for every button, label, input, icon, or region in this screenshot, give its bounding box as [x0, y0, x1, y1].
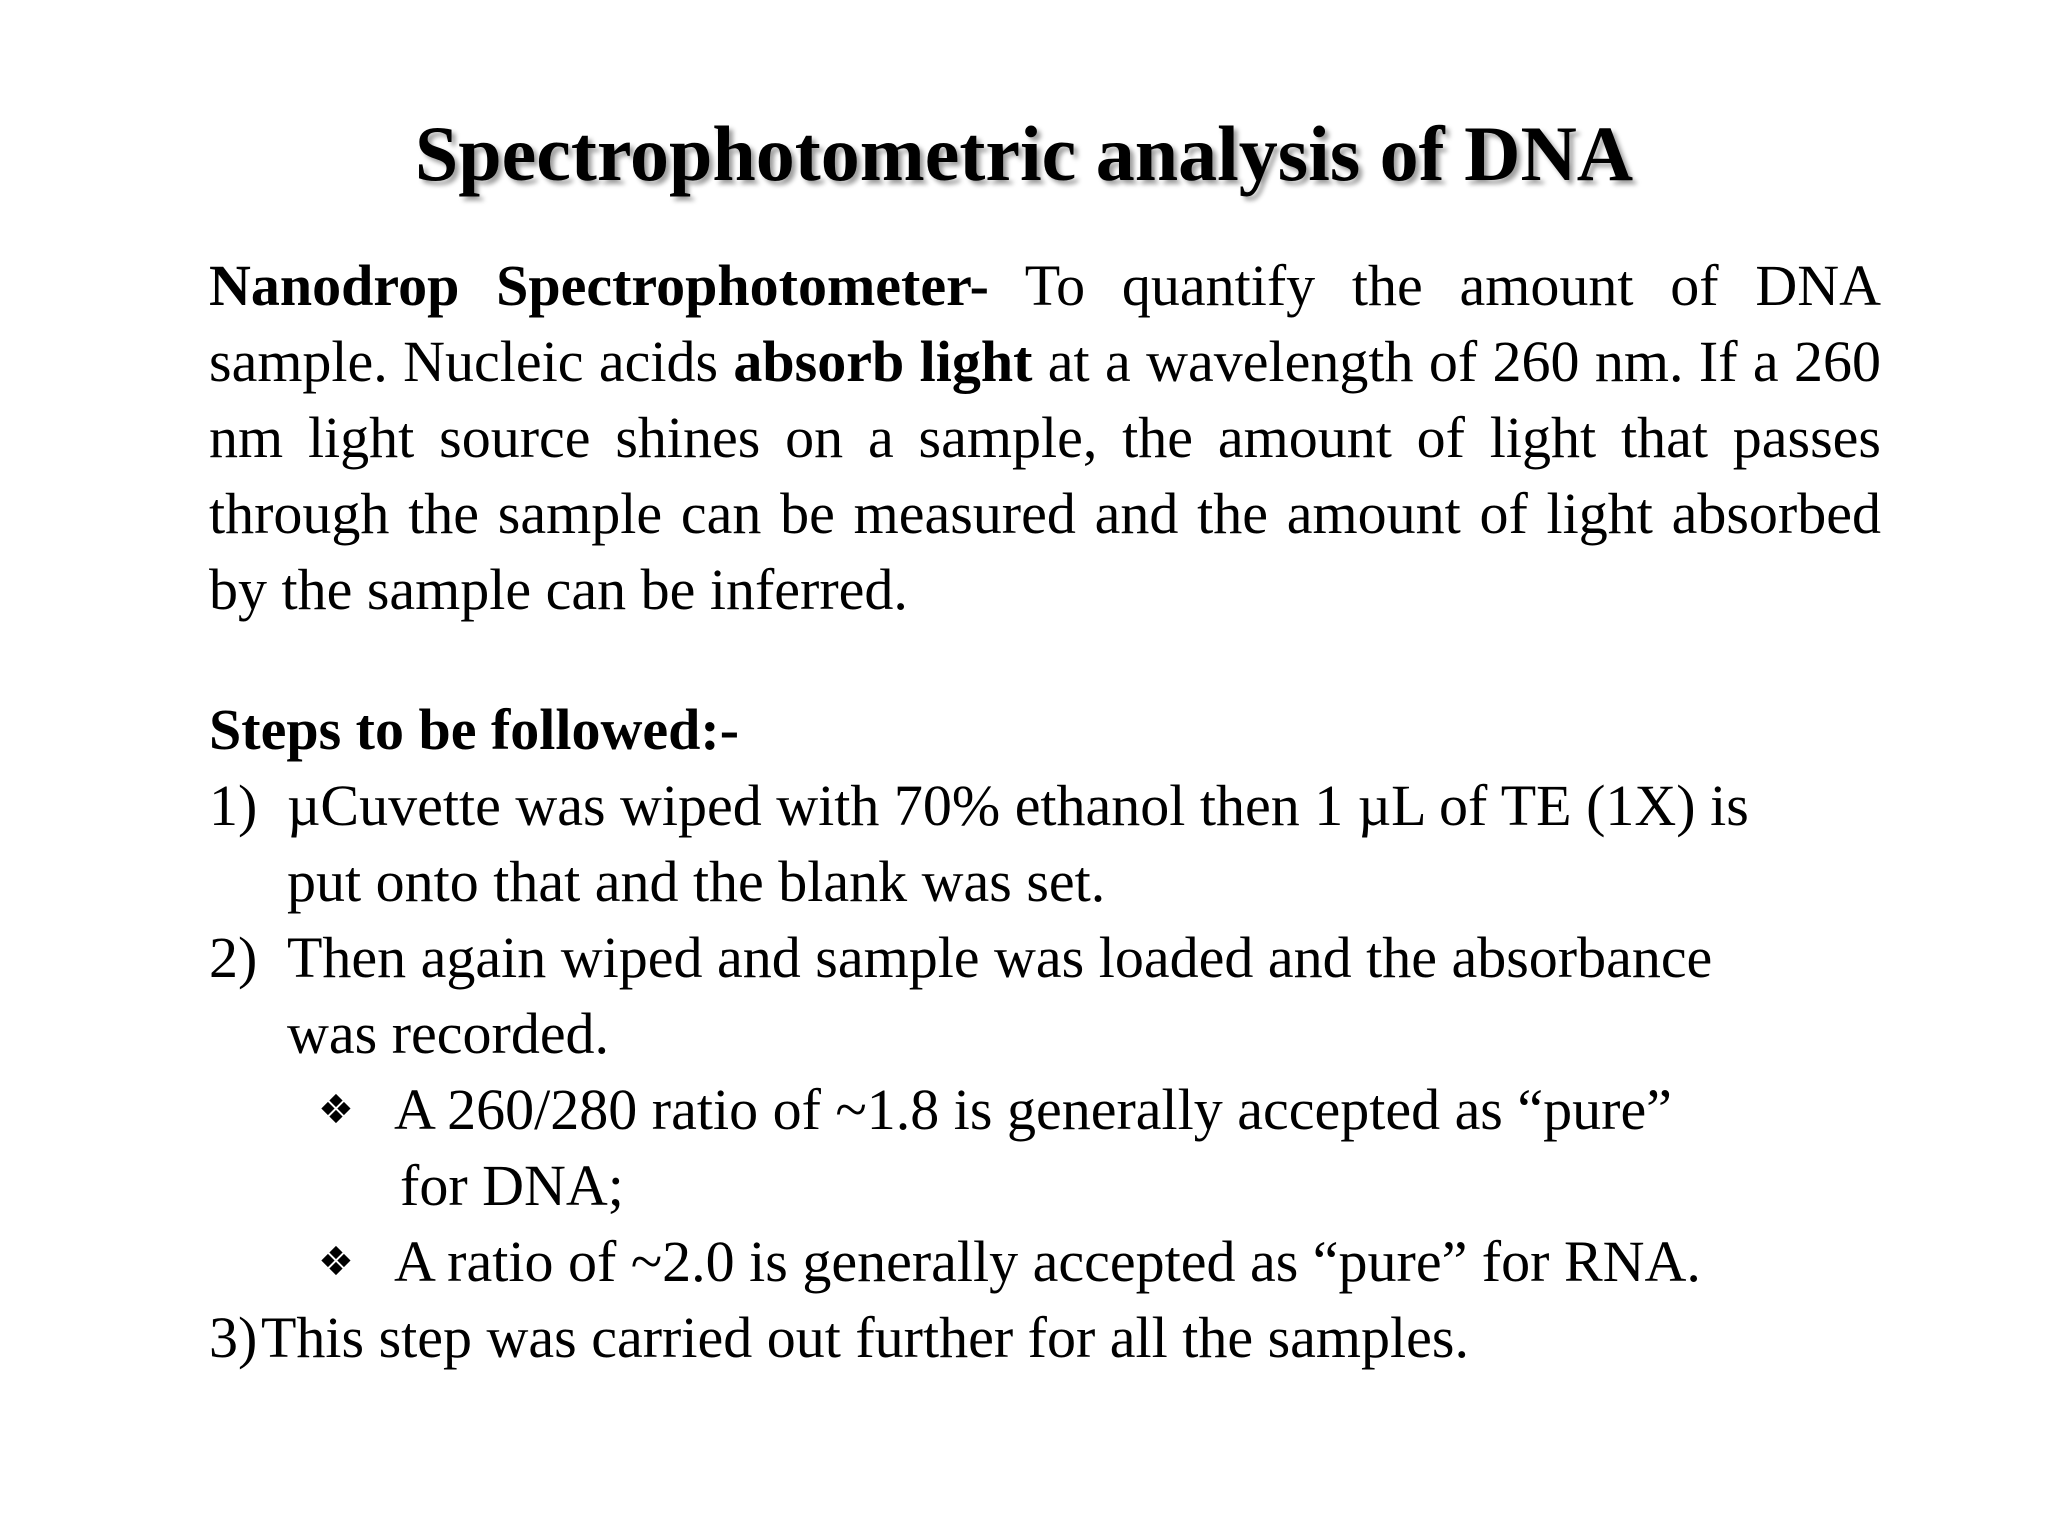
step-number: 3) [209, 1305, 258, 1370]
bullet-line: A ratio of ~2.0 is generally accepted as “pure” for RNA. [394, 1229, 1701, 1294]
bullet-text [394, 1072, 1672, 1224]
diamond-bullet-icon: ❖ [318, 1087, 354, 1133]
step-line: Then again wiped and sample was loaded and the absorbance [287, 925, 1713, 990]
step-text [261, 1300, 1469, 1376]
step-line: put onto that and the blank was set. [287, 849, 1106, 914]
steps-heading: Steps to be followed:- [209, 697, 740, 762]
diamond-bullet-icon: ❖ [318, 1239, 354, 1285]
step-number: 2) [209, 925, 258, 990]
bullet-line: for DNA; [400, 1153, 624, 1218]
bullet-text [394, 1224, 1701, 1300]
step-text [287, 920, 1712, 1072]
intro-bold-mid: absorb light [733, 329, 1033, 394]
bullet-line: A 260/280 ratio of ~1.8 is generally accepted as “pure” [394, 1077, 1672, 1142]
step-text [287, 768, 1749, 920]
intro-paragraph [209, 248, 1881, 628]
intro-bold-lead: Nanodrop Spectrophotometer- [209, 253, 989, 318]
step-line: This step was carried out further for all the samples. [261, 1305, 1469, 1370]
step-line: was recorded. [287, 1001, 610, 1066]
intro-text-2: at a wavelength of 260 nm. If a 260 nm light source shines on a sample, the amount of light that passes through the sample can be measured and the amount of light absorbed by the sample can be inferred. [209, 329, 1881, 622]
step-number: 1) [209, 773, 258, 838]
intro-text-1: To quantify the amount of DNA sample. Nucleic acids [209, 253, 1881, 394]
step-line: µCuvette was wiped with 70% ethanol then 1 µL of TE (1X) is [287, 773, 1749, 838]
slide-title: Spectrophotometric analysis of DNA [414, 110, 1634, 197]
